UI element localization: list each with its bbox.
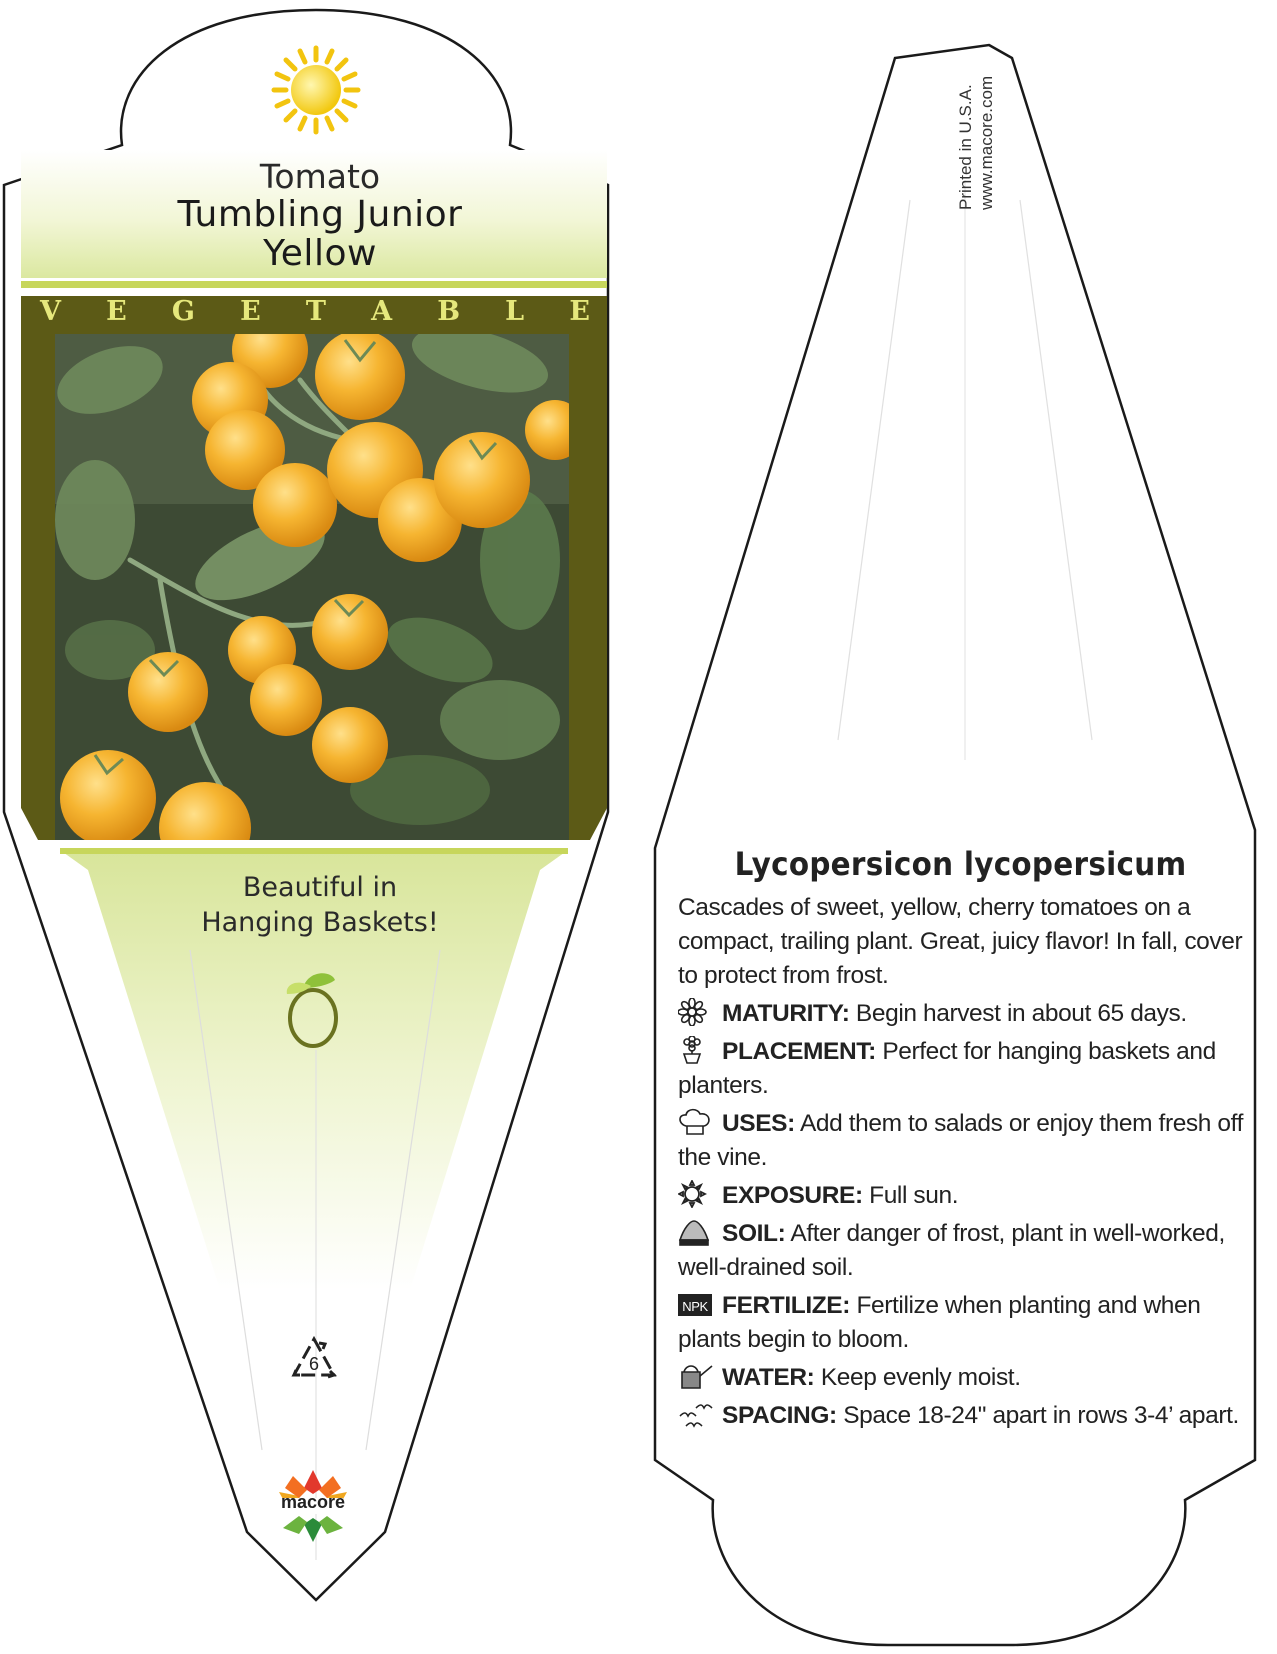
sun-icon [678, 1180, 716, 1208]
fertilize-row [678, 1289, 1243, 1357]
watering-can-icon [678, 1362, 716, 1390]
logo-text: macore [280, 1492, 346, 1512]
common-name: Tomato [259, 157, 381, 196]
variety-line-1: Tumbling Junior [177, 194, 463, 235]
chef-hat-icon [678, 1108, 716, 1136]
category-letter: A [371, 296, 393, 327]
item-label: USES: [722, 1110, 795, 1137]
item-text: Full sun. [869, 1182, 959, 1209]
category-label [40, 296, 590, 332]
category-letter: V [40, 296, 61, 327]
description: Cascades of sweet, yellow, cherry tomatoes on a compact, trailing plant. Great, juicy flavor! In fall, cover to protect from frost. [678, 894, 1243, 989]
category-letter: B [437, 296, 461, 327]
tagline [0, 870, 640, 940]
item-text: Keep evenly moist. [820, 1364, 1021, 1391]
variety-line-2: Yellow [263, 233, 377, 274]
item-label: WATER: [722, 1364, 815, 1391]
recycle-number: 6 [308, 1354, 320, 1374]
soil-row [678, 1217, 1243, 1285]
printed-line-2: www.macore.com [977, 75, 996, 210]
item-label: PLACEMENT: [722, 1038, 876, 1065]
flower-icon [678, 998, 716, 1026]
category-letter: E [240, 296, 261, 327]
item-text: Fertilize when planting and when plants begin to bloom. [678, 1292, 1201, 1353]
yellow-cherry-tomato-photo [48, 312, 585, 874]
recycle-icon [288, 1333, 340, 1385]
placement-row [678, 1035, 1243, 1103]
category-letter: E [106, 296, 127, 327]
botanical-name: Lycopersicon lycopersicum [734, 845, 1187, 883]
seedling-spacing-icon [678, 1400, 716, 1428]
category-letter: L [505, 296, 525, 327]
item-text: Begin harvest in about 65 days. [855, 1000, 1187, 1027]
tagline-line-2: Hanging Baskets! [201, 907, 439, 938]
soil-mound-icon [678, 1218, 716, 1246]
uses-row [678, 1107, 1243, 1175]
category-letter: E [569, 296, 590, 327]
item-label: SPACING: [722, 1402, 837, 1429]
printed-in [955, 40, 997, 210]
item-text: After danger of frost, plant in well-worked, well-drained soil. [678, 1220, 1225, 1281]
npk-icon [678, 1290, 716, 1318]
item-label: EXPOSURE: [722, 1182, 863, 1209]
sun-icon [274, 48, 358, 132]
category-letter: T [305, 296, 326, 327]
npk-label: NPK [682, 1299, 708, 1314]
water-row [678, 1361, 1243, 1395]
item-label: SOIL: [722, 1220, 786, 1247]
flower-pot-icon [678, 1036, 716, 1064]
maturity-row [678, 997, 1243, 1031]
printed-line-1: Printed in U.S.A. [956, 84, 975, 210]
item-text: Perfect for hanging baskets and planters. [678, 1038, 1216, 1099]
item-text: Add them to salads or enjoy them fresh off the vine. [678, 1110, 1244, 1171]
tagline-line-1: Beautiful in [242, 872, 398, 903]
variety-name [0, 195, 640, 273]
spacing-row [678, 1399, 1243, 1433]
item-label: FERTILIZE: [722, 1292, 851, 1319]
category-letter: G [171, 296, 195, 327]
item-text: Space 18-24" apart in rows 3-4’ apart. [843, 1402, 1239, 1429]
item-label: MATURITY: [722, 1000, 850, 1027]
care-info [678, 845, 1243, 1433]
exposure-row [678, 1179, 1243, 1213]
